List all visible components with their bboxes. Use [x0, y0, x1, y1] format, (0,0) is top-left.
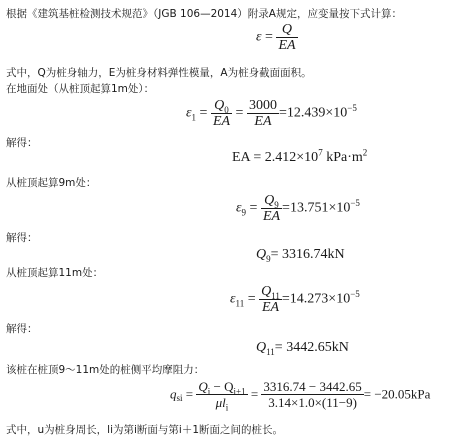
- at-9m-text: 从桩顶起算9m处：: [6, 177, 97, 189]
- intro-text: 根据《建筑基桩检测技术规范》（JGB 106—2014）附录A规定，应变量按下式计算：: [6, 8, 402, 20]
- formula-strain-1m: $\varepsilon_1$ = $\frac{Q_0}{EA}$ = $\frac{3000}{EA}$ $=12.439\times 10^{-5}$: [186, 98, 357, 129]
- solve-text-3: 解得：: [6, 323, 38, 335]
- ground-text: 在地面处（从桩顶起算1m处）：: [6, 83, 155, 95]
- solve-text-1: 解得：: [6, 137, 38, 149]
- formula-strain-9m: $\varepsilon_9$ = $\frac{Q_9}{EA}$ $=13.751\times 10^{-5}$: [236, 193, 360, 224]
- final-text: 式中，u为桩身周长，li为第i断面与第i＋1断面之间的桩长。: [6, 424, 284, 436]
- explain-text: 式中，Q为桩身轴力，E为桩身材料弹性模量，A为桩身截面面积。: [6, 67, 312, 79]
- formula-strain-definition: ε = $\frac{Q}{EA}$: [256, 22, 296, 53]
- formula-q11: $Q_{11}= 3442.65kN$: [256, 340, 349, 357]
- friction-text: 该桩在桩顶9～11m处的桩侧平均摩阻力：: [6, 364, 205, 376]
- solve-text-2: 解得：: [6, 232, 38, 244]
- formula-strain-11m: $\varepsilon_{11}$ = $\frac{Q_{11}}{EA}$ $=14.273\times 10^{-5}$: [230, 284, 360, 315]
- formula-q9: $Q_9= 3316.74kN$: [256, 247, 345, 264]
- formula-side-friction: $q_{si}$ = $\frac{Q_i - Q_{i+1}}{\mu l_i}$ = $\frac{3316.74 - 3442.65}{3.14\times 1.0\times(11-9)}$ = −20.05kPa: [170, 379, 431, 413]
- formula-ea: EA = $2.412\times 10^7$ $kPa\cdot m^2$: [232, 147, 368, 165]
- at-11m-text: 从桩顶起算11m处：: [6, 267, 104, 279]
